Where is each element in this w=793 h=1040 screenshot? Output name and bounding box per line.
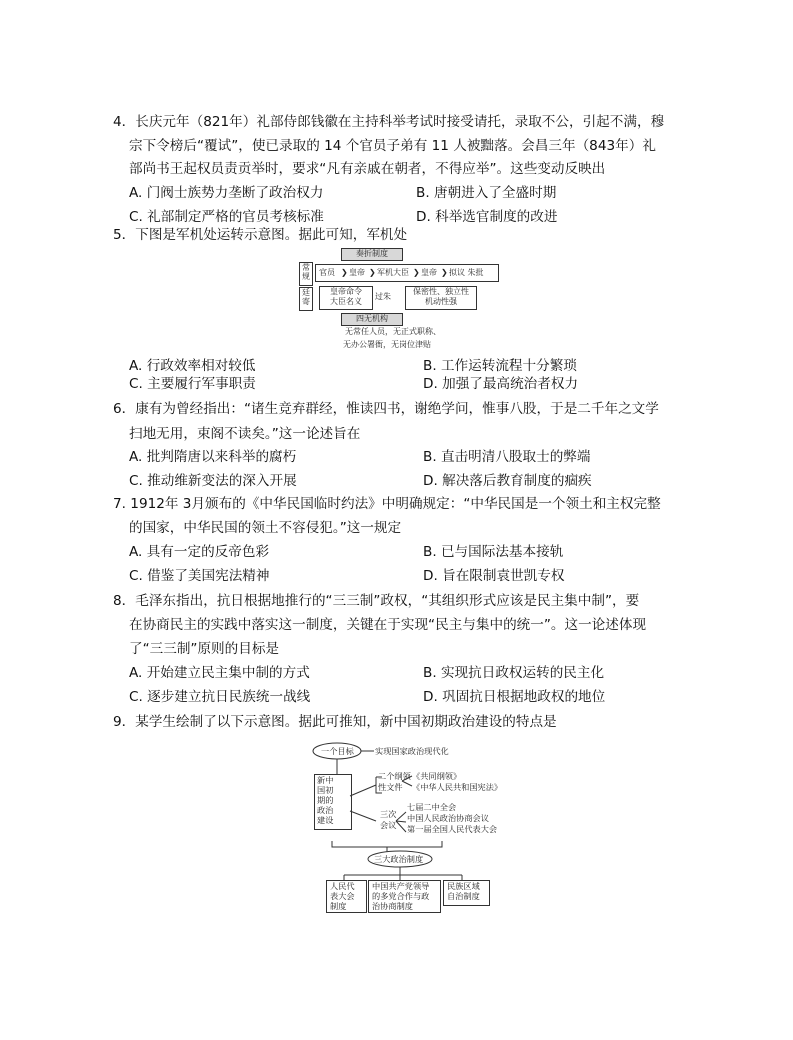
q8-option-b: B. 实现抗日政权运转的民主化 <box>423 665 605 681</box>
characteristics-box <box>405 286 477 310</box>
doc-common-program: 《共同纲领》 <box>412 771 462 781</box>
q8-option-d: D. 巩固抗日根据地政权的地位 <box>423 689 606 705</box>
flow-arrow-3: ❯ <box>413 268 420 277</box>
systems-label: 三大政治制度 <box>374 854 424 864</box>
q7-option-a: A. 具有一定的反帝色彩 <box>129 544 270 560</box>
q8-stem-line-1: 8．毛泽东指出，抗日根据地推行的“三三制”政权，“其组织形式应该是民主集中制”，要 <box>113 593 640 609</box>
four-none-line-2: 无办公署衙，无岗位津贴 <box>343 340 431 349</box>
meeting-3: 第一届全国人民代表大会 <box>407 824 498 834</box>
system-regional-autonomy <box>443 880 490 906</box>
construction-line-4: 政治 <box>317 805 334 815</box>
doc-constitution: 《中华人民共和国宪法》 <box>412 782 503 792</box>
goal-label: 一个目标 <box>321 746 354 756</box>
q4-stem-line-1: 4．长庆元年（821年）礼部侍郎钱徽在主持科举考试时接受请托，录取不公，引起不满，穆 <box>113 114 665 130</box>
court-letter-label: 廷寄 <box>299 287 313 311</box>
q7-option-c: C. 借鉴了美国宪法精神 <box>129 568 270 584</box>
meeting-1: 七届二中全会 <box>407 802 457 812</box>
q4-option-c: C. 礼部制定严格的官员考核标准 <box>129 209 324 225</box>
system-2-line-3: 治协商制度 <box>372 901 413 911</box>
middle-label: 过朱 <box>375 292 391 301</box>
system-2-line-2: 的多党合作与政 <box>372 891 430 901</box>
flow-arrow-1: ❯ <box>341 268 348 277</box>
routine-label: 常规 <box>299 262 313 286</box>
q7-stem-line-2: 的国家，中华民国的领土不容侵犯。”这一规定 <box>129 520 402 536</box>
characteristics-line-1: 保密性、独立性 <box>413 287 469 296</box>
flow-step-5: 拟议 朱批 <box>449 268 484 277</box>
q7-stem-line-1: 7. 1912年 3月颁布的《中华民国临时约法》中明确规定：“中华民国是一个领土和主权完整 <box>113 496 661 512</box>
meetings-label-line-1: 三次 <box>380 809 397 819</box>
imperial-order-box <box>319 286 373 310</box>
q4-stem-line-3: 部尚书王起权员责贡举时，要求“凡有亲戚在朝者，不得应举”。这些变动反映出 <box>129 161 606 177</box>
imperial-order-line-2: 大臣名义 <box>330 297 362 306</box>
q4-stem-line-2: 宗下令榜后“覆试”，使已录取的 14 个官员子弟有 11 人被黜落。会昌三年（843年）礼 <box>129 138 656 154</box>
four-none-header: 四无机构 <box>341 313 403 326</box>
docs-label-line-2: 性文件 <box>378 782 403 792</box>
flow-step-1: 官员 <box>319 268 335 277</box>
q5-option-c: C. 主要履行军事职责 <box>129 376 256 392</box>
q6-stem-line-2: 扫地无用，束阁不读矣。”这一论述旨在 <box>129 426 361 442</box>
q6-option-d: D. 解决落后教育制度的痼疾 <box>423 473 592 489</box>
q5-stem: 5．下图是军机处运转示意图。据此可知，军机处 <box>113 227 408 243</box>
system-1-line-3: 制度 <box>330 901 347 911</box>
q7-option-b: B. 已与国际法基本接轨 <box>423 544 564 560</box>
flow-step-4: 皇帝 <box>421 268 437 277</box>
q4-option-b: B. 唐朝进入了全盛时期 <box>416 185 557 201</box>
q6-option-a: A. 批判隋唐以来科举的腐朽 <box>129 449 297 465</box>
system-3-line-2: 自治制度 <box>447 891 480 901</box>
q4-option-a: A. 门阀士族势力垄断了政治权力 <box>129 185 324 201</box>
system-3-line-1: 民族区域 <box>447 881 480 891</box>
q8-stem-line-2: 在协商民主的实践中落实这一制度，关键在于实现“民主与集中的统一”。这一论述体现 <box>129 617 647 633</box>
q6-option-c: C. 推动维新变法的深入开展 <box>129 473 297 489</box>
imperial-order-line-1: 皇帝命令 <box>330 287 362 296</box>
system-1-line-1: 人民代 <box>330 881 355 891</box>
flow-step-3: 军机大臣 <box>377 268 409 277</box>
new-china-construction-box <box>314 774 352 830</box>
q8-stem-line-3: 了“三三制”原则的目标是 <box>129 641 280 657</box>
construction-line-1: 新中 <box>317 775 334 785</box>
q8-option-c: C. 逐步建立抗日民族统一战线 <box>129 689 311 705</box>
construction-line-3: 期的 <box>317 795 334 805</box>
four-none-line-1: 无常任人员，无正式职称、 <box>345 327 441 336</box>
q5-option-a: A. 行政效率相对较低 <box>129 358 256 374</box>
flow-step-2: 皇帝 <box>349 268 365 277</box>
docs-label-line-1: 二个纲领 <box>378 771 411 781</box>
flow-arrow-4: ❯ <box>441 268 448 277</box>
new-china-politics-diagram <box>312 741 503 913</box>
system-2-line-1: 中国共产党领导 <box>372 881 430 891</box>
q6-option-b: B. 直击明清八股取士的弊端 <box>423 449 591 465</box>
q9-stem: 9．某学生绘制了以下示意图。据此可推知，新中国初期政治建设的特点是 <box>113 714 557 730</box>
construction-line-5: 建设 <box>317 815 334 825</box>
q4-option-d: D. 科举选官制度的改进 <box>416 209 558 225</box>
system-multiparty-cooperation <box>368 880 441 913</box>
meeting-2: 中国人民政治协商会议 <box>407 813 489 823</box>
memorial-system-header: 奏折制度 <box>341 248 403 261</box>
q5-option-d: D. 加强了最高统治者权力 <box>423 376 579 392</box>
characteristics-line-2: 机动性强 <box>425 297 457 306</box>
flow-arrow-2: ❯ <box>369 268 376 277</box>
q6-stem-line-1: 6．康有为曾经指出：“诸生竞弃群经，惟读四书，谢绝学问，惟事八股，于是二千年之文学 <box>113 401 659 417</box>
routine-flow-box <box>315 264 499 282</box>
construction-line-2: 国初 <box>317 785 334 795</box>
q8-option-a: A. 开始建立民主集中制的方式 <box>129 665 310 681</box>
q7-option-d: D. 旨在限制袁世凯专权 <box>423 568 565 584</box>
military-office-diagram <box>297 246 507 354</box>
system-1-line-2: 表大会 <box>330 891 355 901</box>
system-peoples-congress <box>326 880 367 913</box>
goal-text: 实现国家政治现代化 <box>375 746 449 756</box>
meetings-label-line-2: 会议 <box>380 820 397 830</box>
q5-option-b: B. 工作运转流程十分繁琐 <box>423 358 577 374</box>
